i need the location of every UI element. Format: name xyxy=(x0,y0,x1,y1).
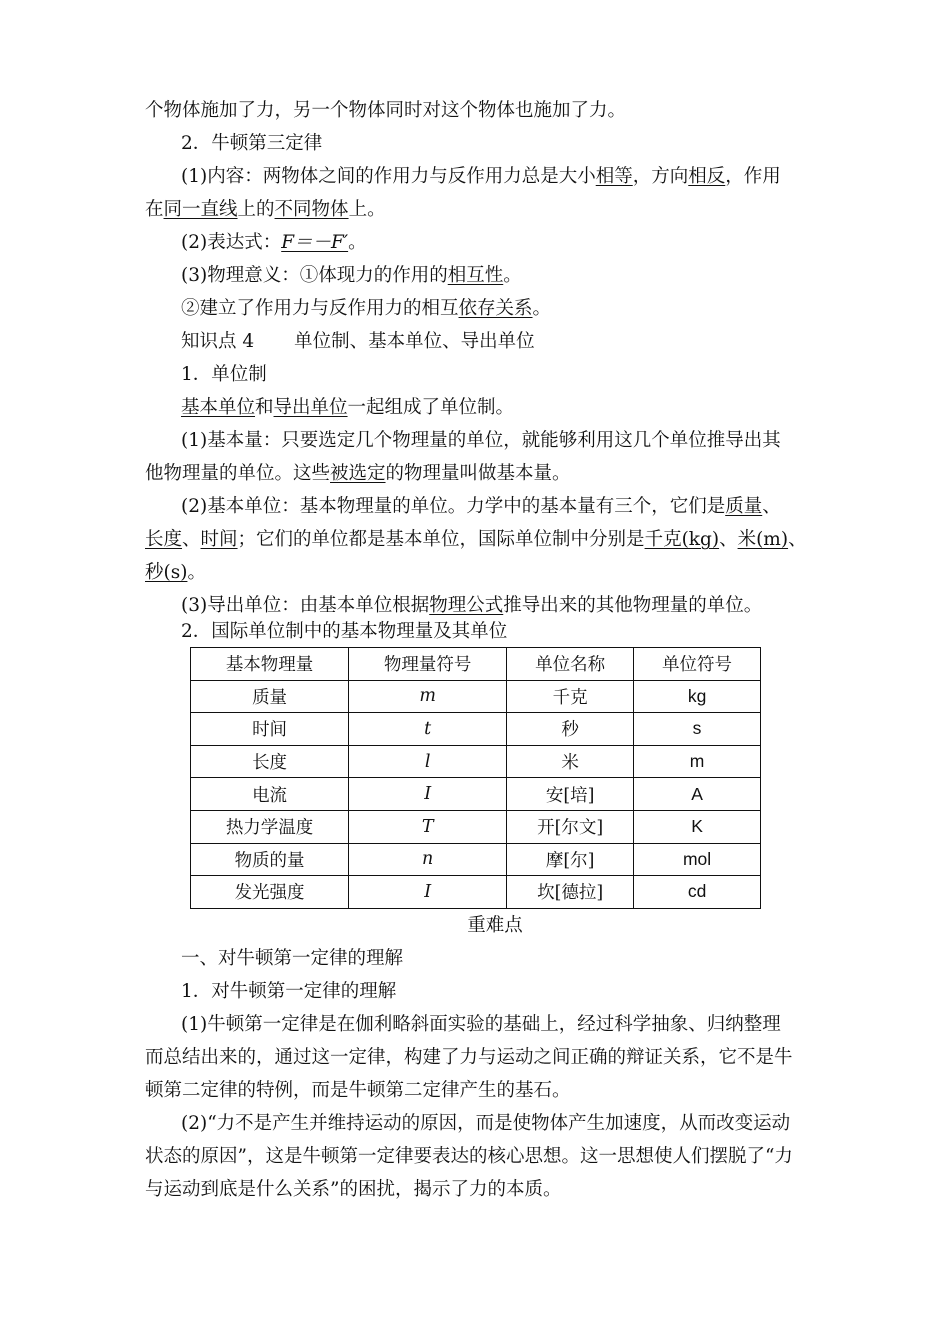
heading-si-table: 2．国际单位制中的基本物理量及其单位 xyxy=(181,621,508,642)
formula: F＝－F′ xyxy=(281,232,349,253)
table-cell: I xyxy=(349,876,507,909)
table-cell: 时间 xyxy=(191,713,349,746)
table-cell: 坎[德拉] xyxy=(507,876,634,909)
text-line: 顿第二定律的特例，而是牛顿第二定律产生的基石。 xyxy=(145,1080,571,1101)
heading-unit-system: 1．单位制 xyxy=(181,364,267,385)
text-line: (3)物理意义：①体现力的作用的相互性。 xyxy=(181,265,522,286)
text-line: 在同一直线上的不同物体上。 xyxy=(145,199,386,220)
text-line: (3)导出单位：由基本单位根据物理公式推导出来的其他物理量的单位。 xyxy=(181,595,763,616)
table-row xyxy=(191,876,761,909)
table-cell: cd xyxy=(634,876,761,909)
table-row xyxy=(191,680,761,713)
table-cell: 开[尔文] xyxy=(507,810,634,843)
table-cell: T xyxy=(349,810,507,843)
table-row xyxy=(191,713,761,746)
table-cell: kg xyxy=(634,680,761,713)
si-units-table xyxy=(190,647,761,909)
text-line: 他物理量的单位。这些被选定的物理量叫做基本量。 xyxy=(145,463,571,484)
heading-newton-third-law: 2．牛顿第三定律 xyxy=(181,133,323,154)
table-cell: 热力学温度 xyxy=(191,810,349,843)
table-cell: 安[培] xyxy=(507,778,634,811)
text-line: (1)内容：两物体之间的作用力与反作用力总是大小相等，方向相反，作用 xyxy=(181,166,781,187)
table-cell: 质量 xyxy=(191,680,349,713)
text-line: (1)牛顿第一定律是在伽利略斜面实验的基础上，经过科学抽象、归纳整理 xyxy=(181,1014,781,1035)
heading-knowledge-point: 知识点 4 单位制、基本单位、导出单位 xyxy=(181,331,535,352)
table-row xyxy=(191,843,761,876)
table-cell: n xyxy=(349,843,507,876)
table-cell: m xyxy=(634,745,761,778)
table-row xyxy=(191,745,761,778)
table-cell: 物质的量 xyxy=(191,843,349,876)
table-cell: 电流 xyxy=(191,778,349,811)
table-header-cell: 单位符号 xyxy=(634,648,761,681)
table-cell: mol xyxy=(634,843,761,876)
table-cell: I xyxy=(349,778,507,811)
table-row xyxy=(191,810,761,843)
table-cell: K xyxy=(634,810,761,843)
text-line: 与运动到底是什么关系”的困扰，揭示了力的本质。 xyxy=(145,1179,562,1200)
table-header-row xyxy=(191,648,761,681)
table-row xyxy=(191,778,761,811)
text-line: ②建立了作用力与反作用力的相互依存关系。 xyxy=(181,298,552,319)
table-cell: s xyxy=(634,713,761,746)
text-line: 而总结出来的，通过这一定律，构建了力与运动之间正确的辩证关系，它不是牛 xyxy=(145,1047,793,1068)
table-cell: 发光强度 xyxy=(191,876,349,909)
heading-first-law-understanding: 一、对牛顿第一定律的理解 xyxy=(181,948,404,969)
table-cell: m xyxy=(349,680,507,713)
section-caption: 重难点 xyxy=(467,915,523,936)
heading-first-law-sub: 1．对牛顿第一定律的理解 xyxy=(181,981,397,1002)
table-cell: l xyxy=(349,745,507,778)
text-line: (2)表达式：F＝－F′。 xyxy=(181,232,367,253)
text-line: 秒(s)。 xyxy=(145,562,206,583)
table-cell: 长度 xyxy=(191,745,349,778)
table-cell: 摩[尔] xyxy=(507,843,634,876)
table-cell: t xyxy=(349,713,507,746)
text-line: (1)基本量：只要选定几个物理量的单位，就能够利用这几个单位推导出其 xyxy=(181,430,781,451)
table-header-cell: 基本物理量 xyxy=(191,648,349,681)
table-header-cell: 单位名称 xyxy=(507,648,634,681)
text-line: 状态的原因”，这是牛顿第一定律要表达的核心思想。这一思想使人们摆脱了“力 xyxy=(145,1146,793,1167)
table-cell: 千克 xyxy=(507,680,634,713)
text-line: 基本单位和导出单位一起组成了单位制。 xyxy=(181,397,515,418)
table-cell: 米 xyxy=(507,745,634,778)
table-cell: 秒 xyxy=(507,713,634,746)
text-line: (2)基本单位：基本物理量的单位。力学中的基本量有三个，它们是质量、 xyxy=(181,496,781,517)
text-line: (2)“力不是产生并维持运动的原因，而是使物体产生加速度，从而改变运动 xyxy=(181,1113,791,1134)
table-cell: A xyxy=(634,778,761,811)
text-line: 长度、时间；它们的单位都是基本单位，国际单位制中分别是千克(kg)、米(m)、 xyxy=(145,529,807,550)
table-header-cell: 物理量符号 xyxy=(349,648,507,681)
text-line: 个物体施加了力，另一个物体同时对这个物体也施加了力。 xyxy=(145,100,627,121)
